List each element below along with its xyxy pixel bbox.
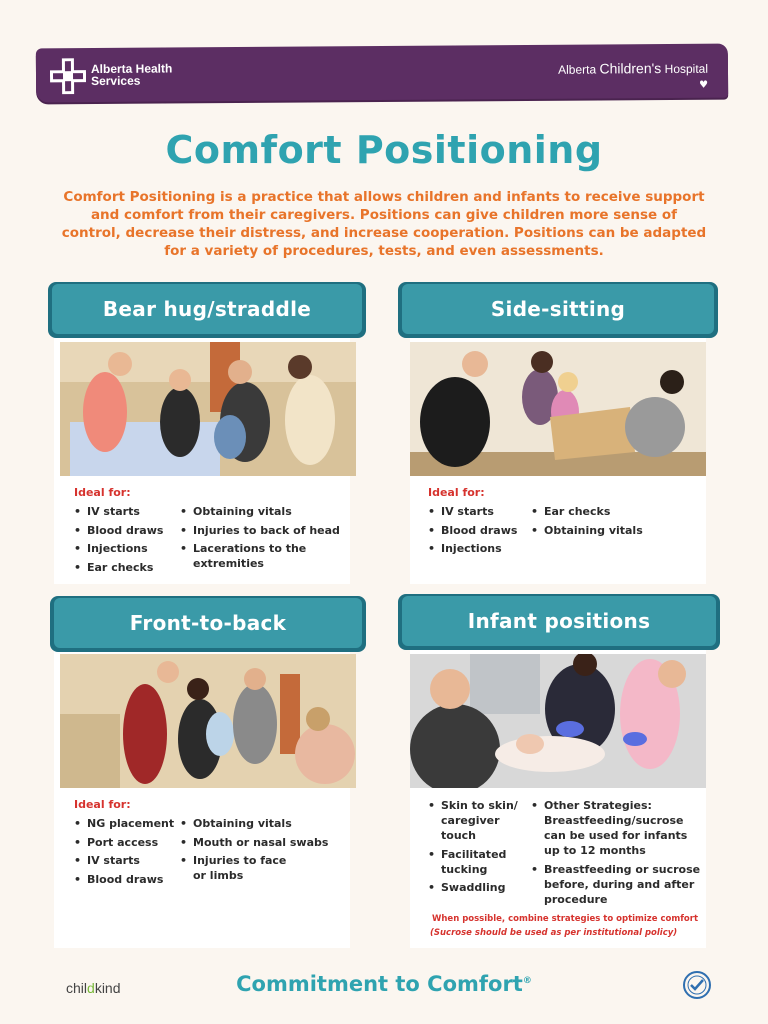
list-col2 xyxy=(531,798,701,910)
panel-front-to-back xyxy=(54,611,350,948)
list-col1 xyxy=(74,504,174,578)
list-item: • Facilitated tucking xyxy=(428,847,528,877)
panel-infant xyxy=(410,609,706,948)
tab-front-to-back: Front-to-back xyxy=(50,596,366,652)
childkind-logo: childkind xyxy=(66,980,121,996)
list-col1 xyxy=(428,504,532,560)
ahs-logo-icon xyxy=(50,58,86,94)
heart-icon: ♥ xyxy=(699,79,709,91)
tab-side-sitting: Side-sitting xyxy=(398,282,718,338)
list-item: • Other Strategies: Breastfeeding/sucrose can be used for infants up to 12 months xyxy=(531,798,701,858)
list-item: • NG placement xyxy=(74,816,180,831)
list-item: • Blood draws xyxy=(74,872,180,887)
list-item: • Injuries to face or limbs xyxy=(180,853,300,883)
certification-badge-icon xyxy=(682,970,712,1000)
photo-bear-hug xyxy=(60,342,356,476)
page-title: Comfort Positioning xyxy=(165,128,603,172)
list-item: • Injections xyxy=(74,541,174,556)
list-item: • Blood draws xyxy=(428,523,532,538)
list-item: • Lacerations to the extremities xyxy=(180,541,310,571)
list-col1 xyxy=(74,816,180,890)
list-item: • Injuries to back of head xyxy=(180,523,346,538)
photo-front-to-back xyxy=(60,654,356,788)
combine-note: When possible, combine strategies to optimize comfort xyxy=(432,914,699,924)
list-item: • IV starts xyxy=(74,504,174,519)
ideal-label: Ideal for: xyxy=(428,486,485,499)
list-item: • Obtaining vitals xyxy=(180,816,348,831)
panel-bear-hug xyxy=(54,297,350,584)
intro-text: Comfort Positioning is a practice that allows children and infants to receive support and comfort from their caregivers. Positions can give children more sense of control, decrease their distress, and increase cooperation. Positions can be adapted for a variety of procedures, tests, and even assessments. xyxy=(61,189,707,259)
list-item: • Breastfeeding or sucrose before, during and after procedure xyxy=(531,862,701,907)
list-item: • Obtaining vitals xyxy=(180,504,346,519)
ideal-label: Ideal for: xyxy=(74,798,131,811)
tab-infant: Infant positions xyxy=(398,594,720,650)
header-banner xyxy=(36,44,728,103)
list-item: • Ear checks xyxy=(74,560,174,575)
list-item: • Port access xyxy=(74,835,180,850)
ideal-label: Ideal for: xyxy=(74,486,131,499)
list-item: • Swaddling xyxy=(428,880,528,895)
list-item: • Injections xyxy=(428,541,532,556)
list-col2 xyxy=(531,504,701,541)
tagline: Commitment to Comfort® xyxy=(236,972,532,996)
org-name: Alberta Health Services xyxy=(90,61,173,89)
photo-side-sitting xyxy=(410,342,706,476)
list-col2 xyxy=(180,504,346,575)
list-item: • Blood draws xyxy=(74,523,174,538)
panel-side-sitting xyxy=(410,297,706,584)
list-col1 xyxy=(428,798,528,899)
list-item: • Ear checks xyxy=(531,504,701,519)
hospital-name: Alberta Children's Hospital xyxy=(558,60,709,77)
list-item: • Mouth or nasal swabs xyxy=(180,835,348,850)
list-col2 xyxy=(180,816,348,887)
list-item: • IV starts xyxy=(74,853,180,868)
tab-bear-hug: Bear hug/straddle xyxy=(48,282,366,338)
list-item: • IV starts xyxy=(428,504,532,519)
list-item: • Obtaining vitals xyxy=(531,523,701,538)
sucrose-note: (Sucrose should be used as per institutional policy) xyxy=(430,928,678,938)
list-item: • Skin to skin/ caregiver touch xyxy=(428,798,528,843)
photo-infant xyxy=(410,654,706,788)
